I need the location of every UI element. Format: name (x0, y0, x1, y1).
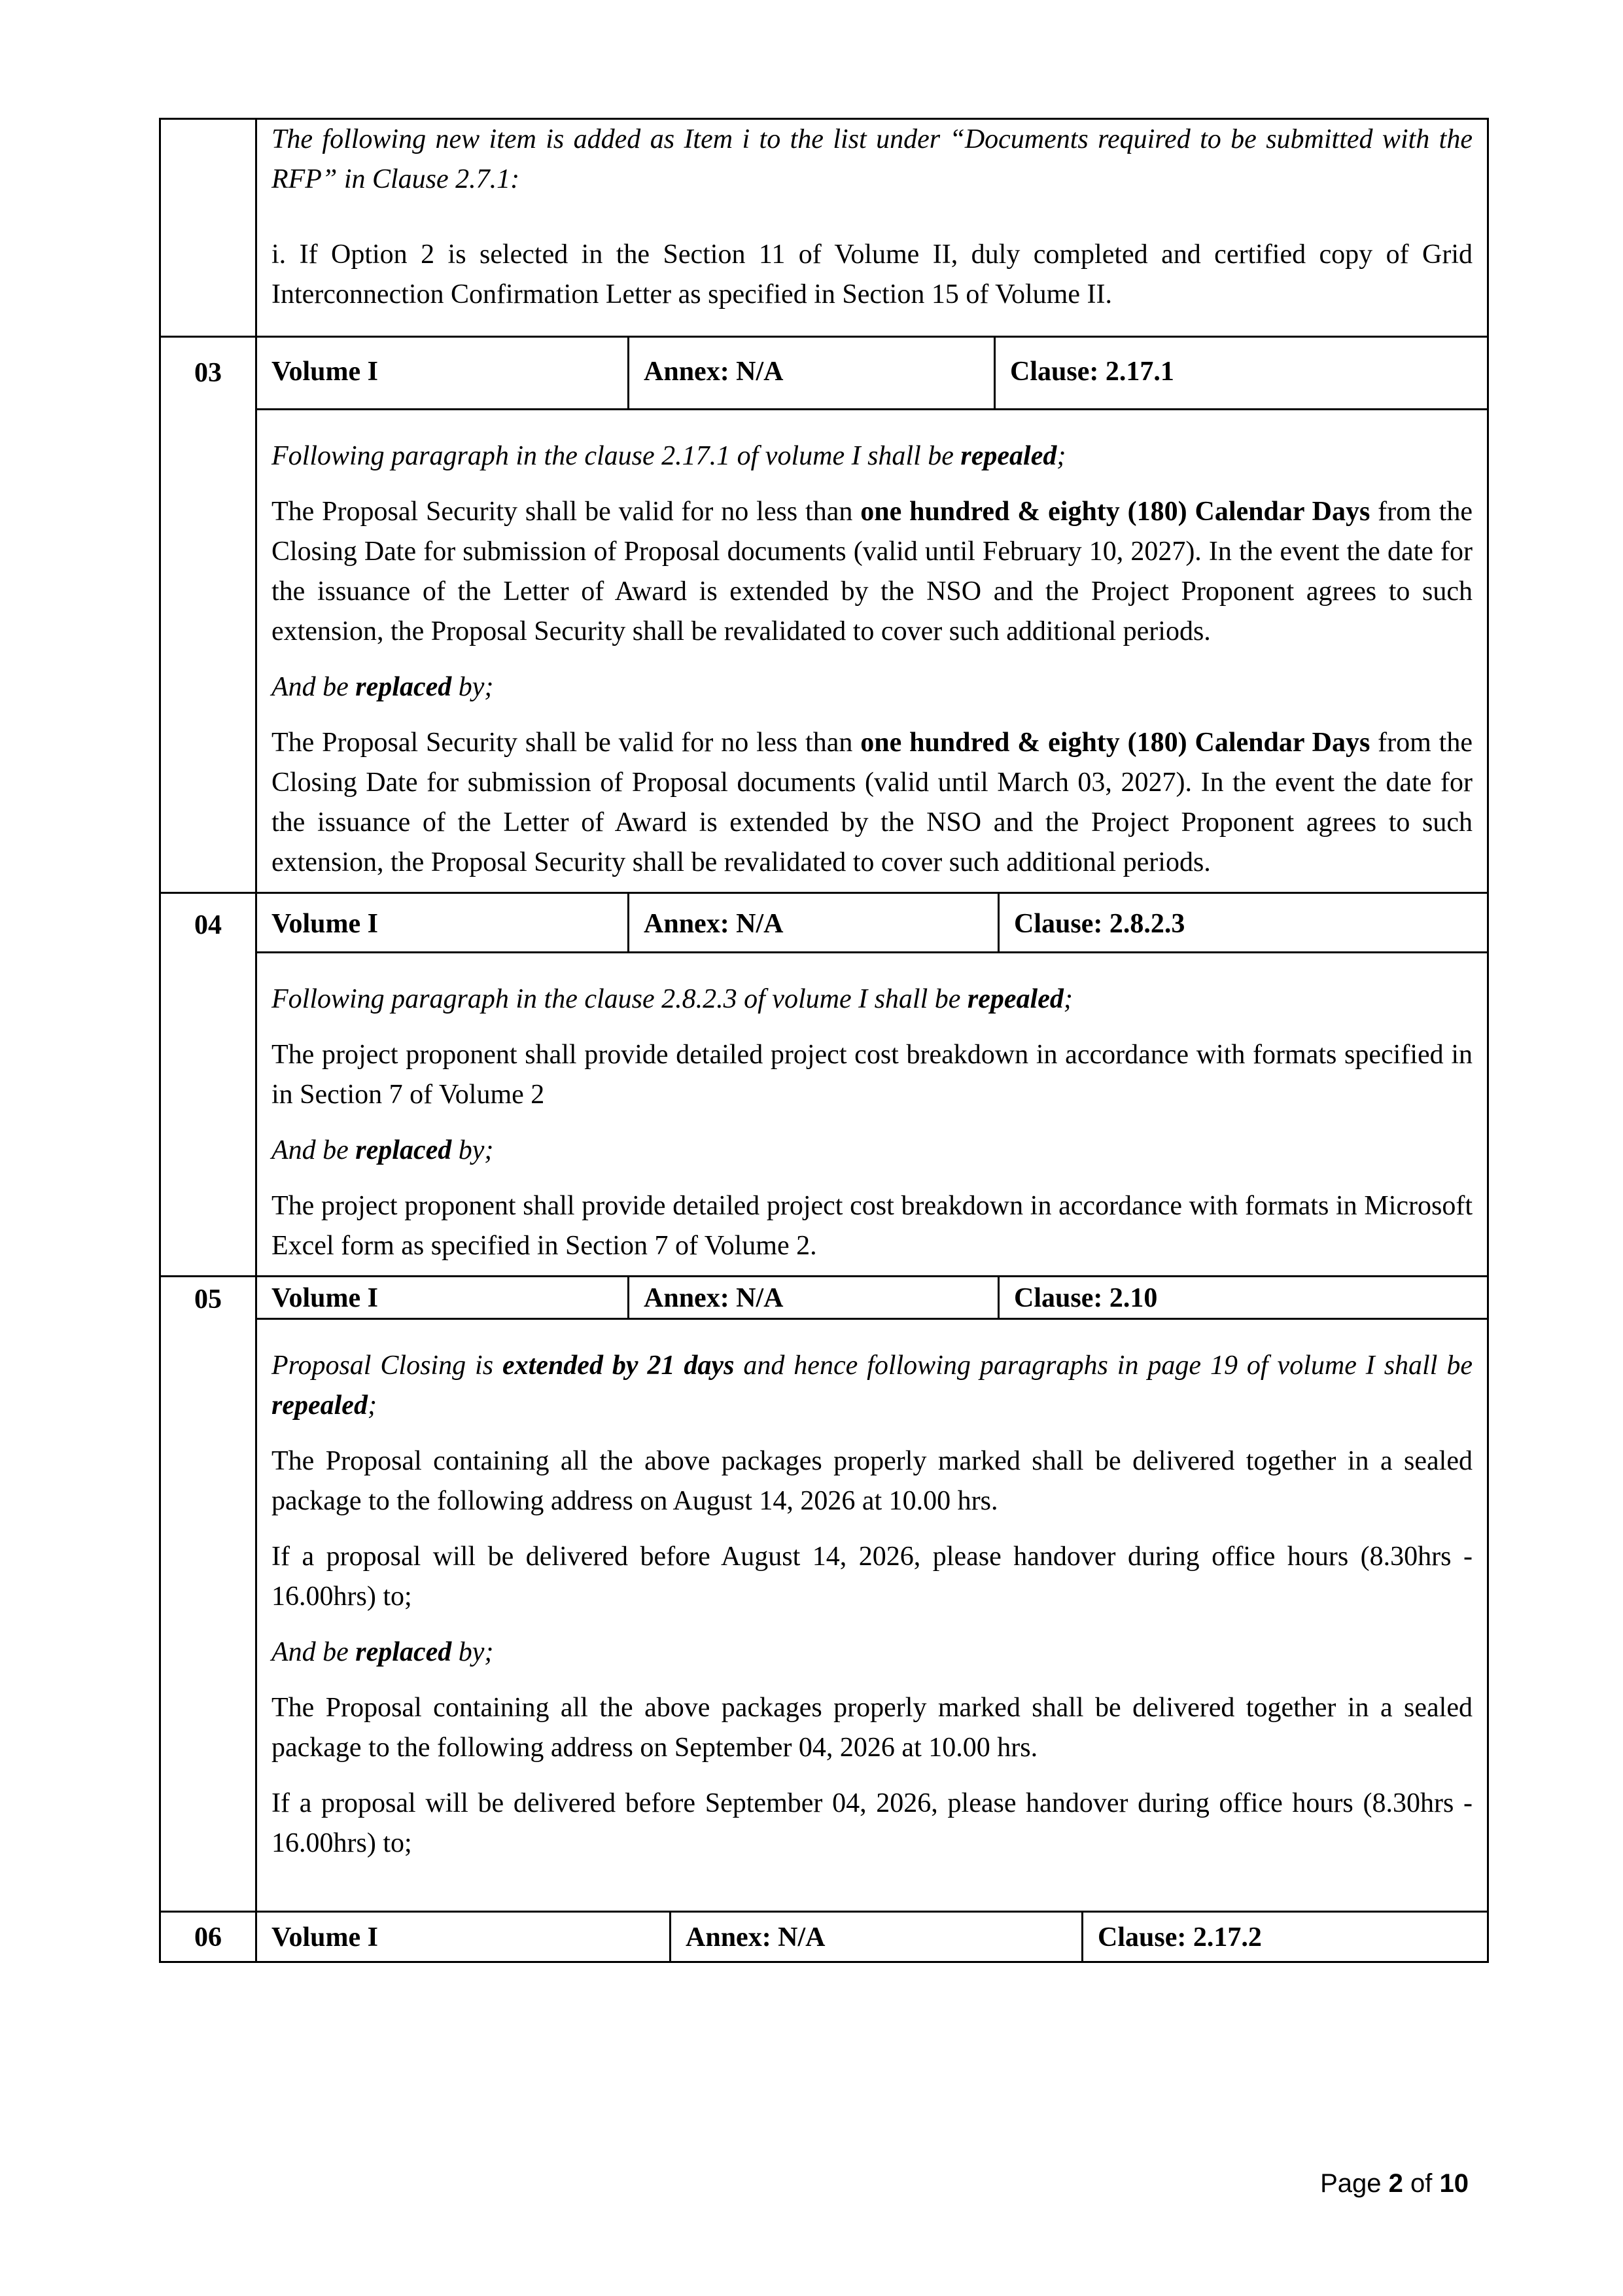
replace-intro: And be replaced by; (271, 672, 494, 702)
old-paragraph: The project proponent shall provide detailed project cost breakdown in accordance with formats specified in in Section 7 of Volume 2 (271, 1040, 1473, 1110)
continuation-body (256, 119, 1488, 337)
annex-label: Annex: N/A (627, 338, 994, 408)
annex-label: Annex: N/A (627, 894, 998, 951)
page-footer (1320, 2169, 1469, 2199)
table-row-06-header (160, 1912, 1488, 1962)
clause-label: Clause: 2.10 (998, 1277, 1487, 1318)
old-paragraph: The Proposal Security shall be valid for no less than one hundred & eighty (180) Calendar Days from the Closing Date for submission of Proposal documents (valid until February 10, 2027). In the event the date for the issuance of the Letter of Award is extended by the NSO and the Project Proponent agrees to such extension, the Proposal Security shall be revalidated to cover such additional periods. (271, 497, 1473, 646)
continuation-intro: The following new item is added as Item i to the list under “Documents required to be submitted with the RFP” in Clause 2.7.1: (271, 124, 1473, 194)
replace-intro: And be replaced by; (271, 1637, 494, 1667)
clause-label: Clause: 2.8.2.3 (998, 894, 1487, 951)
row-number-06: 06 (160, 1912, 256, 1962)
table-row-continuation (160, 119, 1488, 337)
row-number-cell (160, 119, 256, 337)
page-label: Page (1320, 2169, 1389, 2198)
table-row-04-header (160, 893, 1488, 953)
old-paragraph-2: If a proposal will be delivered before August 14, 2026, please handover during office hours (8.30hrs - 16.00hrs) to; (271, 1542, 1473, 1612)
volume-label: Volume I (271, 357, 378, 387)
new-paragraph: The Proposal Security shall be valid for no less than one hundred & eighty (180) Calendar Days from the Closing Date for submission of Proposal documents (valid until March 03, 2027). In the event the date for the issuance of the Letter of Award is extended by the NSO and the Project Proponent agrees to such extension, the Proposal Security shall be revalidated to cover such additional periods. (271, 728, 1473, 877)
row-03-header-cells (256, 337, 1488, 410)
repeal-intro: Following paragraph in the clause 2.8.2.3 of volume I shall be repealed; (271, 984, 1073, 1014)
row-05-body (256, 1319, 1488, 1912)
row-06-header-cells (256, 1912, 1488, 1962)
new-paragraph: The project proponent shall provide detailed project cost breakdown in accordance with formats in Microsoft Excel form as specified in Section 7 of Volume 2. (271, 1191, 1473, 1261)
table-row-04-body (160, 953, 1488, 1277)
table-row-03-header (160, 337, 1488, 410)
repeal-intro: Following paragraph in the clause 2.17.1 of volume I shall be repealed; (271, 441, 1066, 471)
volume-label: Volume I (271, 1283, 378, 1313)
old-paragraph-1: The Proposal containing all the above packages properly marked shall be delivered together in a sealed package to the following address on August 14, 2026 at 10.00 hrs. (271, 1446, 1473, 1516)
annex-label: Annex: N/A (669, 1913, 1081, 1961)
continuation-item: i. If Option 2 is selected in the Section 11 of Volume II, duly completed and certified copy of Grid Interconnection Confirmation Letter as specified in Section 15 of Volume II. (271, 239, 1473, 309)
repeal-intro: Proposal Closing is extended by 21 days and hence following paragraphs in page 19 of volume I shall be repealed; (271, 1351, 1473, 1421)
annex-label: Annex: N/A (627, 1277, 998, 1318)
page-total: 10 (1439, 2169, 1469, 2198)
row-number-04: 04 (160, 893, 256, 1277)
page-of-label: of (1403, 2169, 1440, 2198)
row-04-body (256, 953, 1488, 1277)
new-paragraph-2: If a proposal will be delivered before September 04, 2026, please handover during office hours (8.30hrs - 16.00hrs) to; (271, 1788, 1473, 1858)
volume-label: Volume I (271, 909, 378, 939)
row-number-03: 03 (160, 337, 256, 893)
replace-intro: And be replaced by; (271, 1135, 494, 1165)
new-paragraph-1: The Proposal containing all the above packages properly marked shall be delivered together in a sealed package to the following address on September 04, 2026 at 10.00 hrs. (271, 1693, 1473, 1763)
table-row-05-header (160, 1277, 1488, 1319)
clause-label: Clause: 2.17.2 (1081, 1913, 1487, 1961)
page-number: 2 (1388, 2169, 1403, 2198)
clause-label: Clause: 2.17.1 (994, 338, 1487, 408)
row-04-header-cells (256, 893, 1488, 953)
amendment-table (159, 118, 1489, 1963)
row-03-body (256, 410, 1488, 893)
table-row-05-body (160, 1319, 1488, 1912)
table-row-03-body (160, 410, 1488, 893)
row-number-05: 05 (160, 1277, 256, 1912)
volume-label: Volume I (271, 1922, 378, 1952)
amendment-table-grid (159, 118, 1489, 1963)
row-05-header-cells (256, 1277, 1488, 1319)
